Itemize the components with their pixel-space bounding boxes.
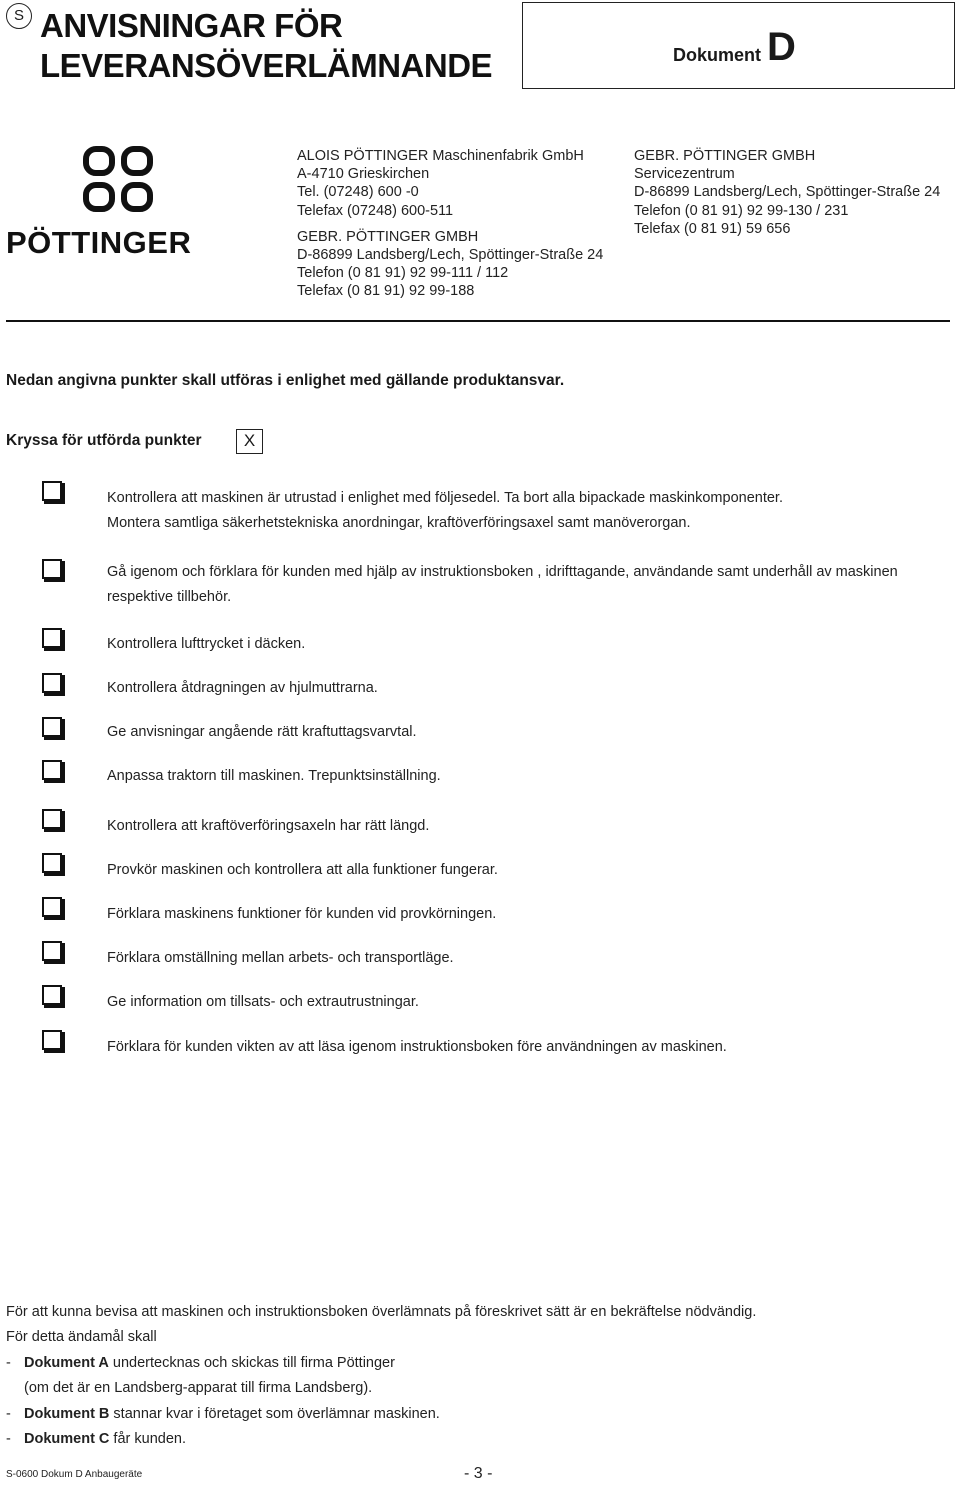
page-number: - 3 - — [464, 1465, 493, 1482]
company-logo — [6, 143, 236, 258]
page-title-line1: ANVISNINGAR FÖR — [40, 7, 343, 44]
note-item-a-paren: (om det är en Landsberg-apparat till firma Landsberg). — [24, 1380, 373, 1397]
checkbox[interactable] — [42, 628, 62, 648]
checklist-item-text: Förklara för kunden vikten av att läsa igenom instruktionsboken före användningen av maskinen. — [107, 1039, 727, 1055]
address-line: D-86899 Landsberg/Lech, Spöttinger-Straße 24 — [297, 247, 604, 264]
address-left — [297, 147, 603, 301]
checkbox[interactable] — [42, 559, 62, 579]
address-line: ALOIS PÖTTINGER Maschinenfabrik GmbH — [297, 148, 584, 164]
checkbox[interactable] — [42, 760, 62, 780]
checklist-item-text: Ge information om tillsats- och extrautrustningar. — [107, 994, 419, 1010]
address-line: Telefon (0 81 91) 92 99-111 / 112 — [297, 265, 509, 282]
note-item-a: - Dokument A undertecknas och skickas till firma Pöttinger — [6, 1354, 395, 1371]
checkbox[interactable] — [42, 853, 62, 873]
checklist-item-text: Förklara maskinens funktioner för kunden vid provkörningen. — [107, 906, 497, 922]
checkbox[interactable] — [42, 985, 62, 1005]
address-line: Servicezentrum — [634, 166, 735, 183]
language-badge: S — [6, 3, 32, 29]
checklist-item-text: Kontrollera åtdragningen av hjulmuttrarna. — [107, 680, 378, 696]
mark-instruction: Kryssa för utförda punkter — [6, 432, 202, 449]
checklist-item-text: Kontrollera lufttrycket i däcken. — [107, 636, 306, 652]
checklist-item-text: Kontrollera att kraftöverföringsaxeln har rätt längd. — [107, 818, 430, 834]
address-line: GEBR. PÖTTINGER GMBH — [634, 148, 816, 164]
page-title — [40, 6, 520, 86]
checklist-item-text: Anpassa traktorn till maskinen. Trepunktsinställning. — [107, 768, 441, 784]
address-line: Telefon (0 81 91) 92 99-130 / 231 — [634, 202, 849, 219]
checklist-item-text: Gå igenom och förklara för kunden med hjälp av instruktionsboken , idrifttagande, användande samt underhåll av maskinen — [107, 564, 898, 580]
note-line: För detta ändamål skall — [6, 1329, 157, 1346]
checkbox[interactable] — [42, 673, 62, 693]
confirmation-note — [6, 1300, 946, 1452]
checklist-item-text: Ge anvisningar angående rätt kraftuttagsvarvtal. — [107, 724, 417, 740]
checklist-item-text: Kontrollera att maskinen är utrustad i enlighet med följesedel. Ta bort alla bipackade maskinkomponenter. — [107, 490, 783, 506]
logo-mark-icon — [6, 143, 236, 223]
document-id-box — [522, 2, 955, 89]
checkbox[interactable] — [42, 1030, 62, 1050]
address-line: Telefax (0 81 91) 59 656 — [634, 220, 791, 237]
page-title-line2: LEVERANSÖVERLÄMNANDE — [40, 47, 493, 84]
note-item-c: - Dokument C får kunden. — [6, 1431, 186, 1448]
address-line: A-4710 Grieskirchen — [297, 166, 430, 183]
mark-example-box: X — [236, 429, 263, 454]
address-line: GEBR. PÖTTINGER GMBH — [297, 228, 479, 245]
checklist-item-text: Montera samtliga säkerhetstekniska anordningar, kraftöverföringsaxel samt manöverorgan. — [107, 515, 691, 531]
document-letter: D — [767, 25, 796, 69]
checklist-item-text: Provkör maskinen och kontrollera att alla funktioner fungerar. — [107, 862, 498, 878]
note-line: För att kunna bevisa att maskinen och instruktionsboken överlämnats på föreskrivet sätt är en bekräftelse nödvändig. — [6, 1304, 757, 1320]
checklist-item-text: Förklara omställning mellan arbets- och transportläge. — [107, 950, 454, 966]
intro-text: Nedan angivna punkter skall utföras i enlighet med gällande produktansvar. — [6, 372, 565, 389]
checkbox[interactable] — [42, 941, 62, 961]
checkbox[interactable] — [42, 717, 62, 737]
divider — [6, 320, 950, 322]
address-line: Telefax (0 81 91) 92 99-188 — [297, 283, 475, 300]
document-code: S-0600 Dokum D Anbaugeräte — [6, 1469, 143, 1480]
document-label: Dokument — [673, 45, 762, 65]
checkbox[interactable] — [42, 481, 62, 501]
address-line: Telefax (07248) 600-511 — [297, 202, 454, 219]
address-line: Tel. (07248) 600 -0 — [297, 184, 419, 201]
checkbox[interactable] — [42, 897, 62, 917]
address-right — [634, 147, 940, 238]
note-item-b: - Dokument B stannar kvar i företaget som överlämnar maskinen. — [6, 1405, 440, 1422]
checkbox[interactable] — [42, 809, 62, 829]
checklist-item-text: respektive tillbehör. — [107, 589, 232, 605]
address-line: D-86899 Landsberg/Lech, Spöttinger-Straße 24 — [634, 184, 941, 201]
logo-wordmark: PÖTTINGER — [6, 225, 192, 260]
